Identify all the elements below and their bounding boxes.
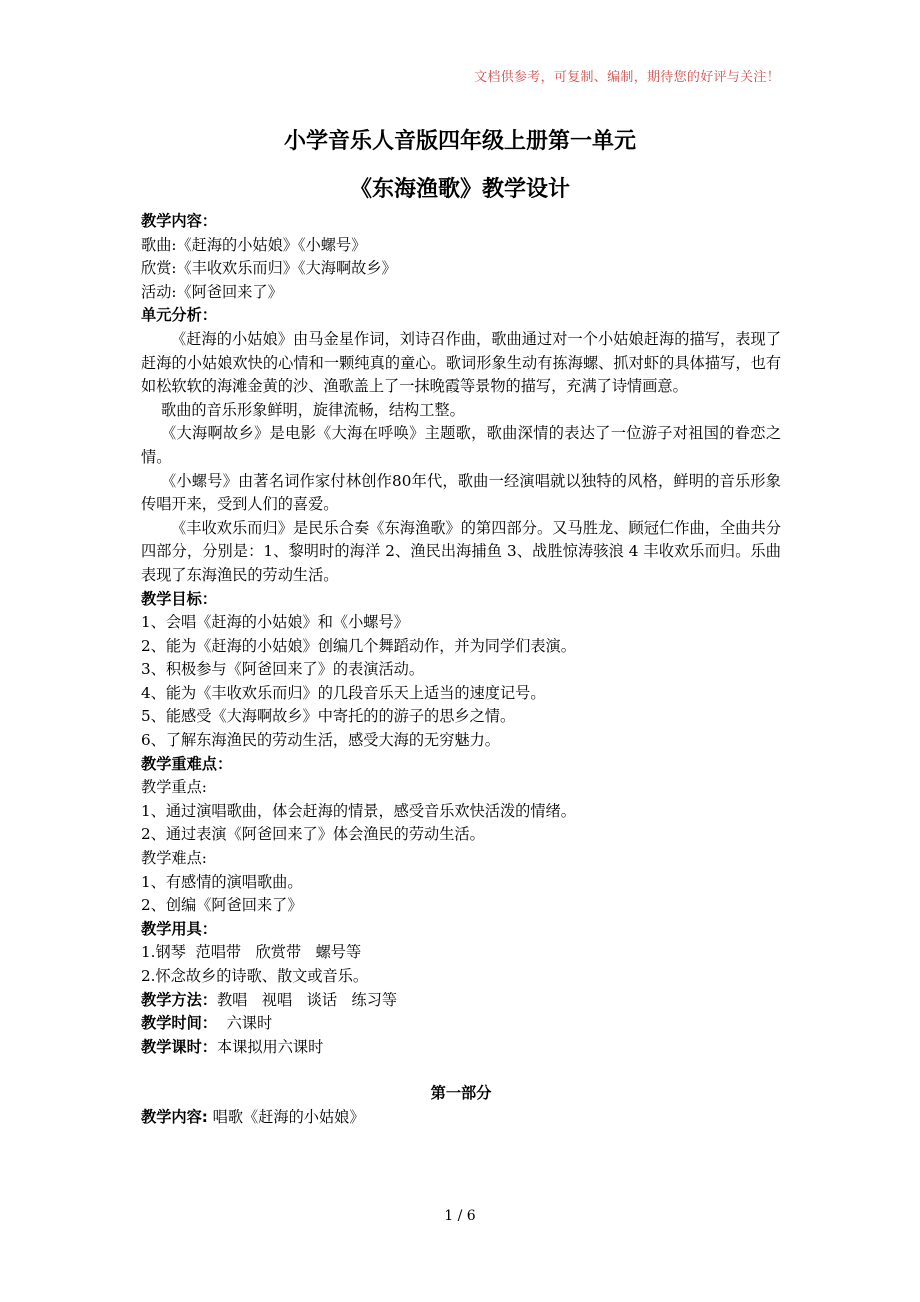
goals-heading: 教学目标： bbox=[141, 589, 217, 608]
part-content-value: 唱歌《赶海的小姑娘》 bbox=[207, 1107, 365, 1126]
method-line bbox=[141, 989, 781, 1013]
key-point-item: 1、通过演唱歌曲，体会赶海的情景，感受音乐欢快活泼的情绪。 bbox=[141, 801, 576, 820]
method-label: 教学方法： bbox=[141, 990, 217, 1009]
difficult-item: 1、有感情的演唱歌曲。 bbox=[141, 872, 303, 891]
key-points-label: 教学重点: bbox=[141, 778, 207, 797]
analysis-paragraph: 《丰收欢乐而归》是民乐合奏《东海渔歌》的第四部分。又马胜龙、顾冠仁作曲，全曲共分四部分，分别是：1、黎明时的海洋 2、渔民出海捕鱼 3、战胜惊涛骇浪 4 丰收欢乐而归。乐曲表现了东海渔民的劳动生活。 bbox=[141, 518, 781, 584]
tools-heading: 教学用具： bbox=[141, 919, 217, 938]
content-item: 歌曲:《赶海的小姑娘》《小螺号》 bbox=[141, 235, 367, 254]
analysis-paragraph: 歌曲的音乐形象鲜明，旋律流畅，结构工整。 bbox=[161, 400, 465, 419]
goal-item: 2、能为《赶海的小姑娘》创编几个舞蹈动作，并为同学们表演。 bbox=[141, 636, 576, 655]
content-item: 活动:《阿爸回来了》 bbox=[141, 282, 283, 301]
analysis-paragraph: 《赶海的小姑娘》由马金星作词，刘诗召作曲，歌曲通过对一个小姑娘赶海的描写，表现了赶海的小姑娘欢快的心情和一颗纯真的童心。歌词形象生动有拣海螺、抓对虾的具体描写，也有如松软软的海滩金黄的沙、渔歌盖上了一抹晚霞等景物的描写，充满了诗情画意。 bbox=[141, 329, 781, 396]
goal-item: 4、能为《丰收欢乐而归》的几段音乐天上适当的速度记号。 bbox=[141, 683, 546, 702]
goal-item: 1、会唱《赶海的小姑娘》和《小螺号》 bbox=[141, 613, 409, 632]
tool-item: 1.钢琴 范唱带 欣赏带 螺号等 bbox=[141, 943, 362, 962]
analysis-heading: 单元分析： bbox=[141, 306, 217, 325]
difficult-item: 2、创编《阿爸回来了》 bbox=[141, 896, 303, 915]
header-note: 文档供参考，可复制、编制，期待您的好评与关注！ bbox=[474, 70, 780, 85]
goal-item: 3、积极参与《阿爸回来了》的表演活动。 bbox=[141, 660, 425, 679]
content-item: 欣赏:《丰收欢乐而归》《大海啊故乡》 bbox=[141, 259, 397, 278]
difficult-label: 教学难点: bbox=[141, 849, 207, 868]
time-line bbox=[141, 1012, 781, 1036]
time-label: 教学时间： bbox=[141, 1014, 217, 1033]
document-title: 小学音乐人音版四年级上册第一单元 bbox=[283, 129, 636, 154]
page-number: 1 / 6 bbox=[444, 1208, 476, 1224]
hours-line bbox=[141, 1036, 781, 1060]
analysis-paragraph: 《大海啊故乡》是电影《大海在呼唤》主题歌，歌曲深情的表达了一位游子对祖国的眷恋之情。 bbox=[141, 424, 781, 466]
key-heading: 教学重难点： bbox=[141, 754, 233, 773]
goal-item: 5、能感受《大海啊故乡》中寄托的的游子的思乡之情。 bbox=[141, 707, 516, 726]
tool-item: 2.怀念故乡的诗歌、散文或音乐。 bbox=[141, 967, 369, 985]
part-title: 第一部分 bbox=[430, 1084, 492, 1103]
analysis-paragraph: 《小螺号》由著名词作家付林创作80年代，歌曲一经演唱就以独特的风格，鲜明的音乐形象传唱开来，受到人们的喜爱。 bbox=[141, 471, 781, 514]
method-value: 教唱 视唱 谈话 练习等 bbox=[216, 990, 398, 1009]
part-content-line bbox=[141, 1106, 781, 1130]
hours-value: 本课拟用六课时 bbox=[216, 1037, 324, 1056]
document-body bbox=[141, 210, 781, 1130]
key-point-item: 2、通过表演《阿爸回来了》体会渔民的劳动生活。 bbox=[141, 825, 485, 844]
time-value: 六课时 bbox=[216, 1014, 273, 1033]
part-content-label: 教学内容: bbox=[141, 1107, 208, 1126]
goal-item: 6、了解东海渔民的劳动生活，感受大海的无穷魅力。 bbox=[141, 731, 500, 750]
content-heading: 教学内容： bbox=[141, 212, 217, 230]
hours-label: 教学课时： bbox=[141, 1037, 217, 1056]
document-subtitle: 《东海渔歌》教学设计 bbox=[349, 177, 570, 202]
